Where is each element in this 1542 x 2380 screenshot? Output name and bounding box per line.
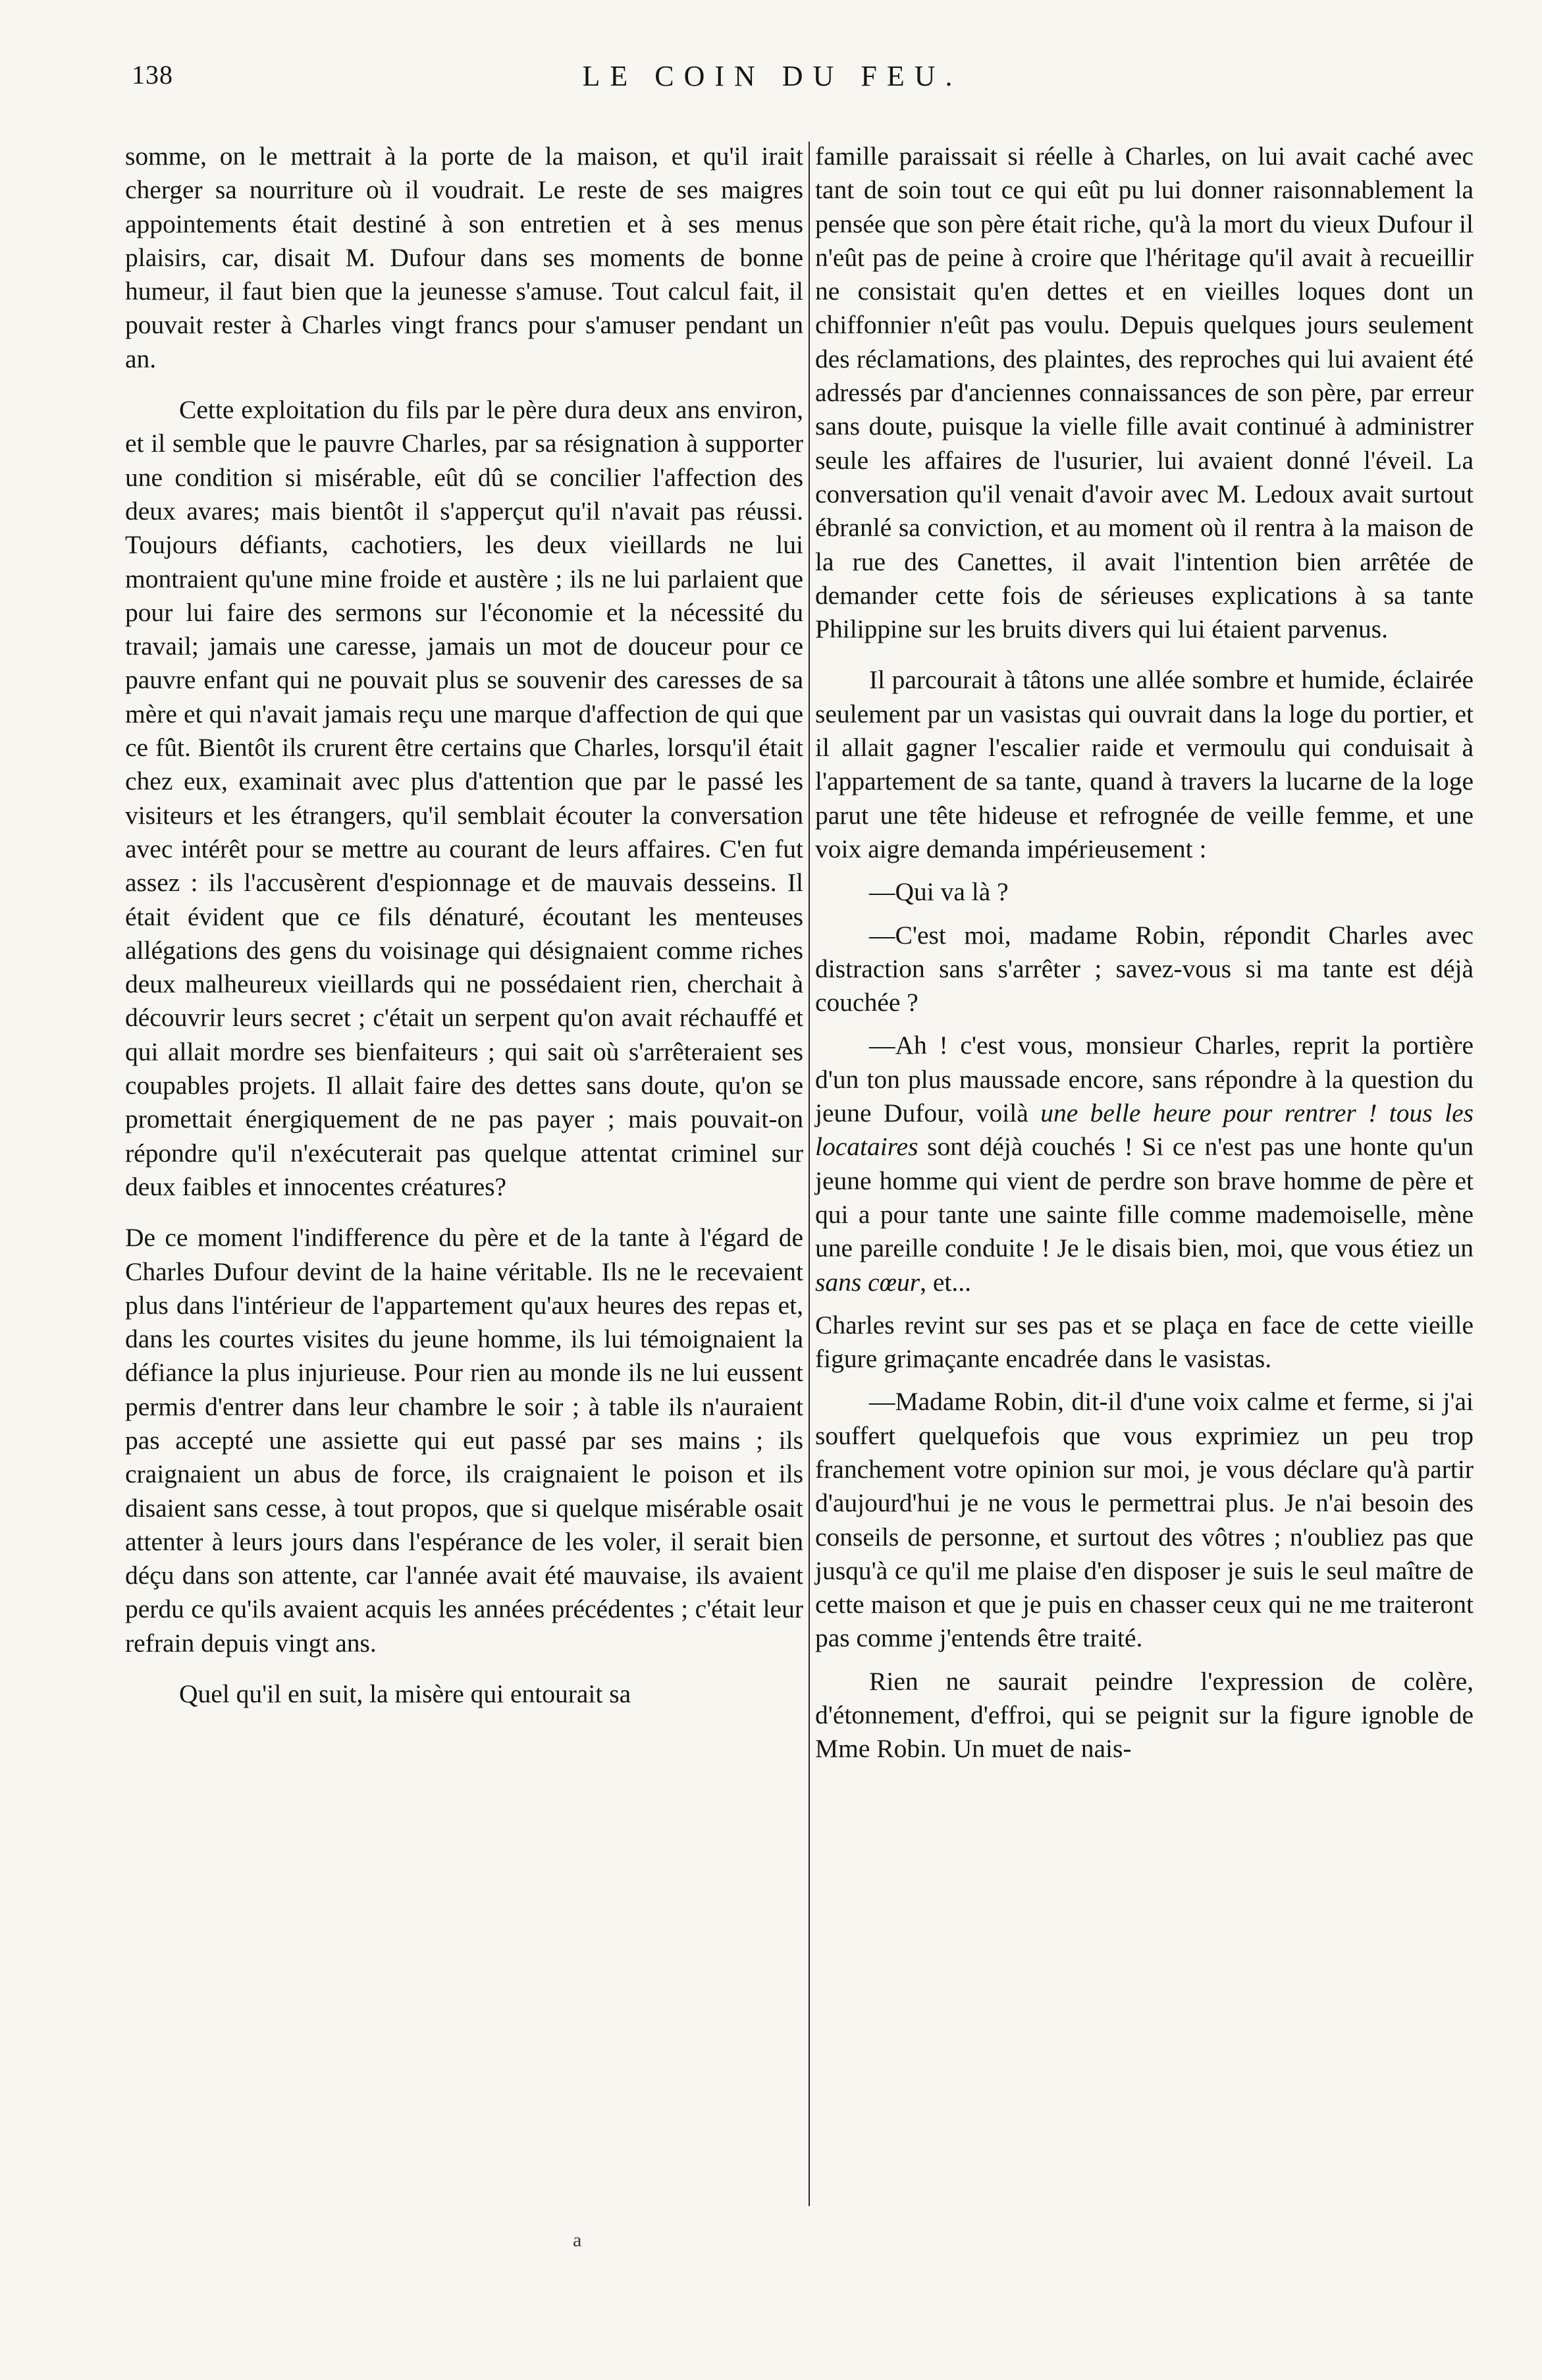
column-divider [809, 142, 810, 2206]
right-paragraph-3: —Qui va là ? [869, 877, 1009, 907]
left-paragraph-4: Quel qu'il en suit, la misère qui entourait sa [179, 1679, 631, 1709]
p5-text-c: sont déjà couchés ! Si ce n'est pas une honte qu'un jeune homme qui vient de perdre son brave homme de père et qui a pour tante une sainte fille comme mademoiselle, mène une pareille conduite ! Je le disais bien, moi, que vous étiez un [815, 1132, 1474, 1263]
page-number: 138 [132, 60, 173, 90]
p5-text-a: —Ah ! c'est vous, monsieur Charles, reprit la portière d'un ton plus maussade encore, sans répondre à la question du jeune Dufour, voilà [815, 1031, 1474, 1128]
signature-mark: a [573, 2229, 582, 2251]
page-header [132, 57, 1413, 103]
right-paragraph-5 [815, 1029, 1474, 1299]
p5-text-e: , et... [920, 1267, 972, 1297]
left-paragraph-3: De ce moment l'indifference du père et de la tante à l'égard de Charles Dufour devint de la haine véritable. Ils ne le recevaient plus dans l'intérieur de l'appartement qu'aux heures des repas et, dans les courtes visites du jeune homme, ils lui témoignaient la défiance la plus injurieuse. Pour rien au monde ils ne lui eussent permis d'entrer dans leur chambre le soir ; à table ils n'auraient pas accepté une assiette qui eut passé par ses mains ; ils craignaient un abus de force, ils craignaient le poison et ils disaient sans cesse, à tout propos, que si quelque misérable osait attenter à leurs jours dans l'espérance de les voler, il serait bien déçu dans son attente, car l'année avait été mauvaise, ils avaient perdu ce qu'ils avaient acquis les années précédentes ; c'était leur refrain depuis vingt ans. [125, 1223, 803, 1658]
right-paragraph-7: —Madame Robin, dit-il d'une voix calme et ferme, si j'ai souffert quelquefois que vous exprimiez un peu trop franchement votre opinion sur moi, je vous déclare qu'à partir d'aujourd'hui je ne vous le permettrai plus. Je n'ai besoin des conseils de personne, et surtout des vôtres ; n'oubliez pas que jusqu'à ce qu'il me plaise d'en disposer je suis le seul maître de cette maison et que je puis en chasser ceux qui ne me traiteront pas comme j'entends être traité. [815, 1387, 1474, 1653]
p5-italic-d: sans cœur [815, 1267, 920, 1297]
right-paragraph-4: —C'est moi, madame Robin, répondit Charles avec distraction sans s'arrêter ; savez-vous si ma tante est déjà couchée ? [815, 920, 1474, 1017]
p5-italic-b: une belle heure pour rentrer ! tous les locataires [815, 1098, 1474, 1162]
right-column [815, 140, 1474, 2207]
right-paragraph-6: Charles revint sur ses pas et se plaça en face de cette vieille figure grimaçante encadrée dans le vasistas. [815, 1310, 1474, 1374]
right-paragraph-2: Il parcourait à tâtons une allée sombre et humide, éclairée seulement par un vasistas qui ouvrait dans la loge du portier, et il allait gagner l'escalier raide et vermoulu qui conduisait à l'appartement de sa tante, quand à travers la lucarne de la loge parut une tête hideuse et refrognée de veille femme, et une voix aigre demanda impérieusement : [815, 665, 1474, 863]
running-title: LE COIN DU FEU. [582, 60, 963, 92]
left-paragraph-2: Cette exploitation du fils par le père dura deux ans environ, et il semble que le pauvre Charles, par sa résignation à supporter une condition si misérable, eût dû se concilier l'affection des deux avares; mais bientôt il s'apperçut qu'il n'avait pas réussi. Toujours défiants, cachotiers, les deux vieillards ne lui montraient qu'une mine froide et austère ; ils ne lui parlaient que pour lui faire des sermons sur l'économie et la nécessité du travail; jamais une caresse, jamais un mot de douceur pour ce pauvre enfant qui ne pouvait plus se souvenir des caresses de sa mère et qui n'avait jamais reçu une marque d'affection de qui que ce fût. Bientôt ils crurent être certains que Charles, lorsqu'il était chez eux, examinait avec plus d'attention que par le passé les visiteurs et les étrangers, qu'il semblait écouter la conversation avec intérêt pour se mettre au courant de leurs affaires. C'en fut assez : ils l'accusèrent d'espionnage et de mauvais desseins. Il était évident que ce fils dénaturé, écoutant les menteuses allégations des gens du voisinage qui désignaient comme riches deux malheureux vieillards qui ne possédaient rien, cherchait à découvrir leurs secret ; c'était un serpent qu'on avait réchauffé et qui allait mordre ses bienfaiteurs ; qui sait où s'arrêteraient ses coupables projets. Il allait faire des dettes sans doute, qu'on se promettait énergiquement de ne pas payer ; mais pouvait-on répondre qu'il n'exécuterait pas quelque attentat criminel sur deux faibles et innocentes créatures? [125, 395, 803, 1201]
left-column [125, 140, 803, 2207]
right-paragraph-1: famille paraissait si réelle à Charles, on lui avait caché avec tant de soin tout ce qui eût pu lui donner raisonnablement la pensée que son père était riche, qu'à la mort du vieux Dufour il n'eût pas de peine à croire que l'héritage qu'il avait à recueillir ne consistait qu'en dettes et en vieilles loques dont un chiffonnier n'eût pas voulu. Depuis quelques jours seulement des réclamations, des plaintes, des reproches qui lui avaient été adressés par d'anciennes connaissances de son père, par erreur sans doute, puisque la vielle fille avait continué à administrer seule les affaires de l'usurier, lui avaient donné l'éveil. La conversation qu'il venait d'avoir avec M. Ledoux avait surtout ébranlé sa conviction, et au moment où il rentra à la maison de la rue des Canettes, il avait l'intention bien arrêtée de demander cette fois de sérieuses explications à sa tante Philippine sur les bruits divers qui lui étaient parvenus. [815, 142, 1474, 644]
right-paragraph-8: Rien ne saurait peindre l'expression de colère, d'étonnement, d'effroi, qui se peignit sur la figure ignoble de Mme Robin. Un muet de nais- [815, 1666, 1474, 1764]
left-paragraph-1: somme, on le mettrait à la porte de la maison, et qu'il irait cherger sa nourriture où il voudrait. Le reste de ses maigres appointements était destiné à son entretien et à ses menus plaisirs, car, disait M. Dufour dans ses moments de bonne humeur, il faut bien que la jeunesse s'amuse. Tout calcul fait, il pouvait rester à Charles vingt francs pour s'amuser pendant un an. [125, 142, 803, 373]
